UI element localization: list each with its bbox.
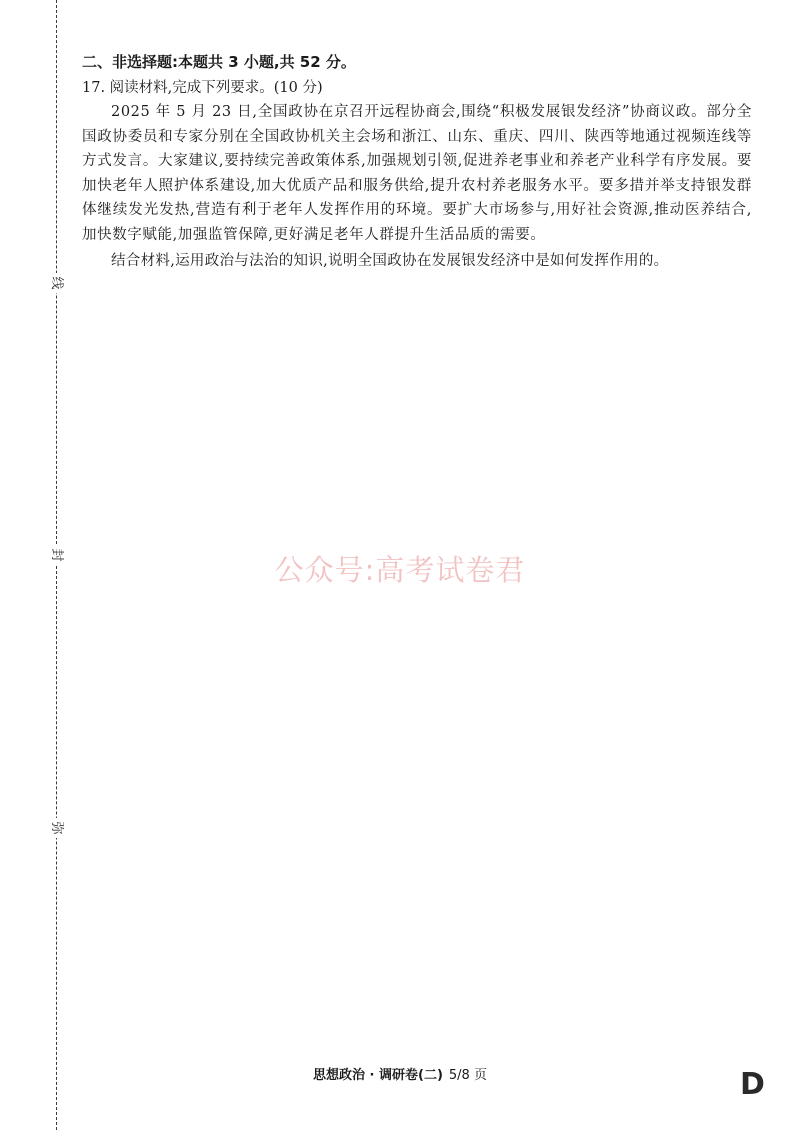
question-number-line: 17. 阅读材料,完成下列要求。(10 分) xyxy=(82,80,323,96)
corner-mark: D xyxy=(740,1067,765,1102)
section-heading: 二、非选择题:本题共 3 小题,共 52 分。 xyxy=(82,53,356,71)
footer-page-number: 5/8 页 xyxy=(448,1068,487,1083)
question-content xyxy=(82,50,752,273)
question-material: 2025 年 5 月 23 日,全国政协在京召开远程协商会,围绕“积极发展银发经济”协商议政。部分全国政协委员和专家分别在全国政协机关主会场和浙江、山东、重庆、四川、陕西等地通过视频连线等方式发言。大家建议,要持续完善政策体系,加强规划引领,促进养老事业和养老产业科学有序发展。要加快老年人照护体系建设,加大优质产品和服务供给,提升农村养老服务水平。要多措并举支持银发群体继续发光发热,营造有利于老年人发挥作用的环境。要扩大市场参与,用好社会资源,推动医养结合,加快数字赋能,加强监管保障,更好满足老年人群提升生活品质的需要。 xyxy=(82,104,752,243)
page-footer xyxy=(0,1064,800,1083)
binding-label-bind: 弥 xyxy=(46,818,66,838)
watermark: 公众号:高考试卷君 xyxy=(274,553,526,587)
binding-label-seal: 封 xyxy=(46,545,66,565)
footer-title: 思想政治 · 调研卷(二) xyxy=(313,1068,443,1083)
binding-label-line: 线 xyxy=(46,273,66,293)
question-task: 结合材料,运用政治与法治的知识,说明全国政协在发展银发经济中是如何发挥作用的。 xyxy=(111,253,669,269)
